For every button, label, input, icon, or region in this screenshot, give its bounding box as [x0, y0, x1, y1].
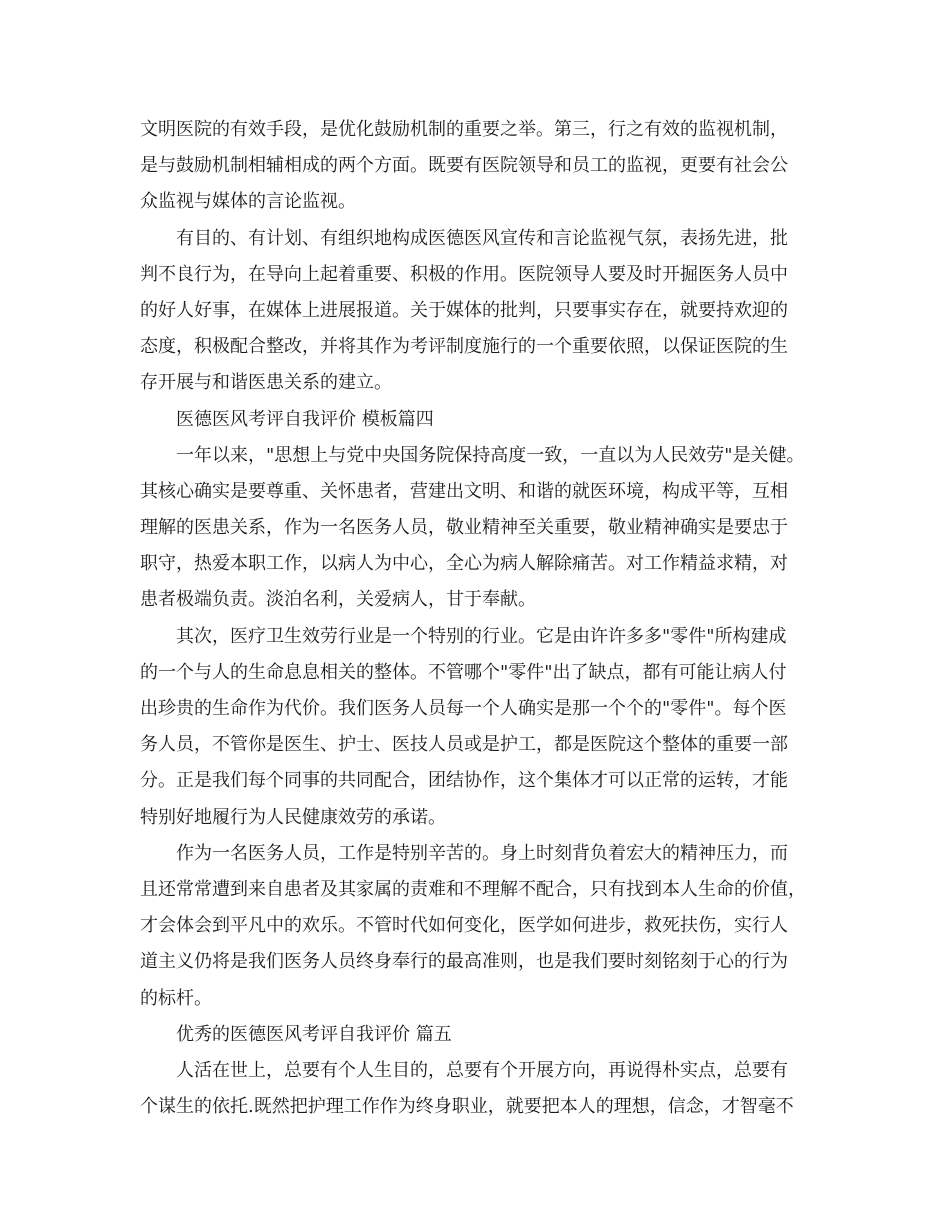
text-line: 人活在世上，总要有个人生目的，总要有个开展方向，再说得朴实点，总要有 [176, 1059, 788, 1081]
text-line: 且还常常遭到来自患者及其家属的责难和不理解不配合，只有找到本人生命的价值， [140, 878, 806, 900]
text-line: 其次，医疗卫生效劳行业是一个特别的行业。它是由许许多多"零件"所构建成 [176, 625, 787, 647]
text-line: 众监视与媒体的言论监视。 [140, 191, 356, 213]
text-line: 道主义仍将是我们医务人员终身奉行的最高准则，也是我们要时刻铭刻于心的行为 [140, 951, 788, 973]
text-line: 分。正是我们每个同事的共同配合，团结协作，这个集体才可以正常的运转，才能 [140, 770, 788, 792]
text-line: 的一个与人的生命息息相关的整体。不管哪个"零件"出了缺点，都有可能让病人付 [140, 661, 787, 683]
text-line: 文明医院的有效手段，是优化鼓励机制的重要之举。第三，行之有效的监视机制， [140, 119, 788, 140]
text-line: 的标杆。 [140, 987, 212, 1009]
text-line: 判不良行为，在导向上起着重要、积极的作用。医院领导人要及时开掘医务人员中 [140, 263, 788, 285]
text-line: 出珍贵的生命作为代价。我们医务人员每一个人确实是那一个个的"零件"。每个医 [140, 698, 787, 719]
document-body [140, 112, 830, 1125]
text-line: 个谋生的依托.既然把护理工作作为终身职业，就要把本人的理想，信念，才智毫不 [140, 1096, 794, 1118]
text-line: 患者极端负责。淡泊名利，关爱病人，甘于奉献。 [140, 589, 536, 611]
text-line: 是与鼓励机制相辅相成的两个方面。既要有医院领导和员工的监视，更要有社会公 [140, 155, 788, 177]
text-line: 特别好地履行为人民健康效劳的承诺。 [140, 806, 446, 828]
text-line: 一年以来，"思想上与党中央国务院保持高度一致，一直以为人民效劳"是关健。 [176, 444, 805, 466]
text-line: 医德医风考评自我评价 模板篇四 [176, 408, 434, 430]
text-line: 职守，热爱本职工作，以病人为中心，全心为病人解除痛苦。对工作精益求精，对 [140, 553, 788, 575]
text-line: 才会体会到平凡中的欢乐。不管时代如何变化，医学如何进步，救死扶伤，实行人 [140, 915, 788, 937]
text-line: 理解的医患关系，作为一名医务人员，敬业精神至关重要，敬业精神确实是要忠于 [140, 517, 788, 539]
text-line: 的好人好事，在媒体上进展报道。关于媒体的批判，只要事实存在，就要持欢迎的 [140, 299, 788, 321]
text-line: 存开展与和谐医患关系的建立。 [140, 372, 392, 394]
text-line: 态度，积极配合整改，并将其作为考评制度施行的一个重要依照，以保证医院的生 [140, 336, 788, 358]
text-line: 其核心确实是要尊重、关怀患者，营建出文明、和谐的就医环境，构成平等，互相 [140, 480, 788, 502]
text-line: 务人员，不管你是医生、护士、医技人员或是护工，都是医院这个整体的重要一部 [140, 734, 788, 756]
text-line: 作为一名医务人员，工作是特别辛苦的。身上时刻背负着宏大的精神压力，而 [176, 842, 788, 864]
text-line: 优秀的医德医风考评自我评价 篇五 [176, 1023, 452, 1045]
text-line: 有目的、有计划、有组织地构成医德医风宣传和言论监视气氛，表扬先进，批 [176, 227, 788, 249]
